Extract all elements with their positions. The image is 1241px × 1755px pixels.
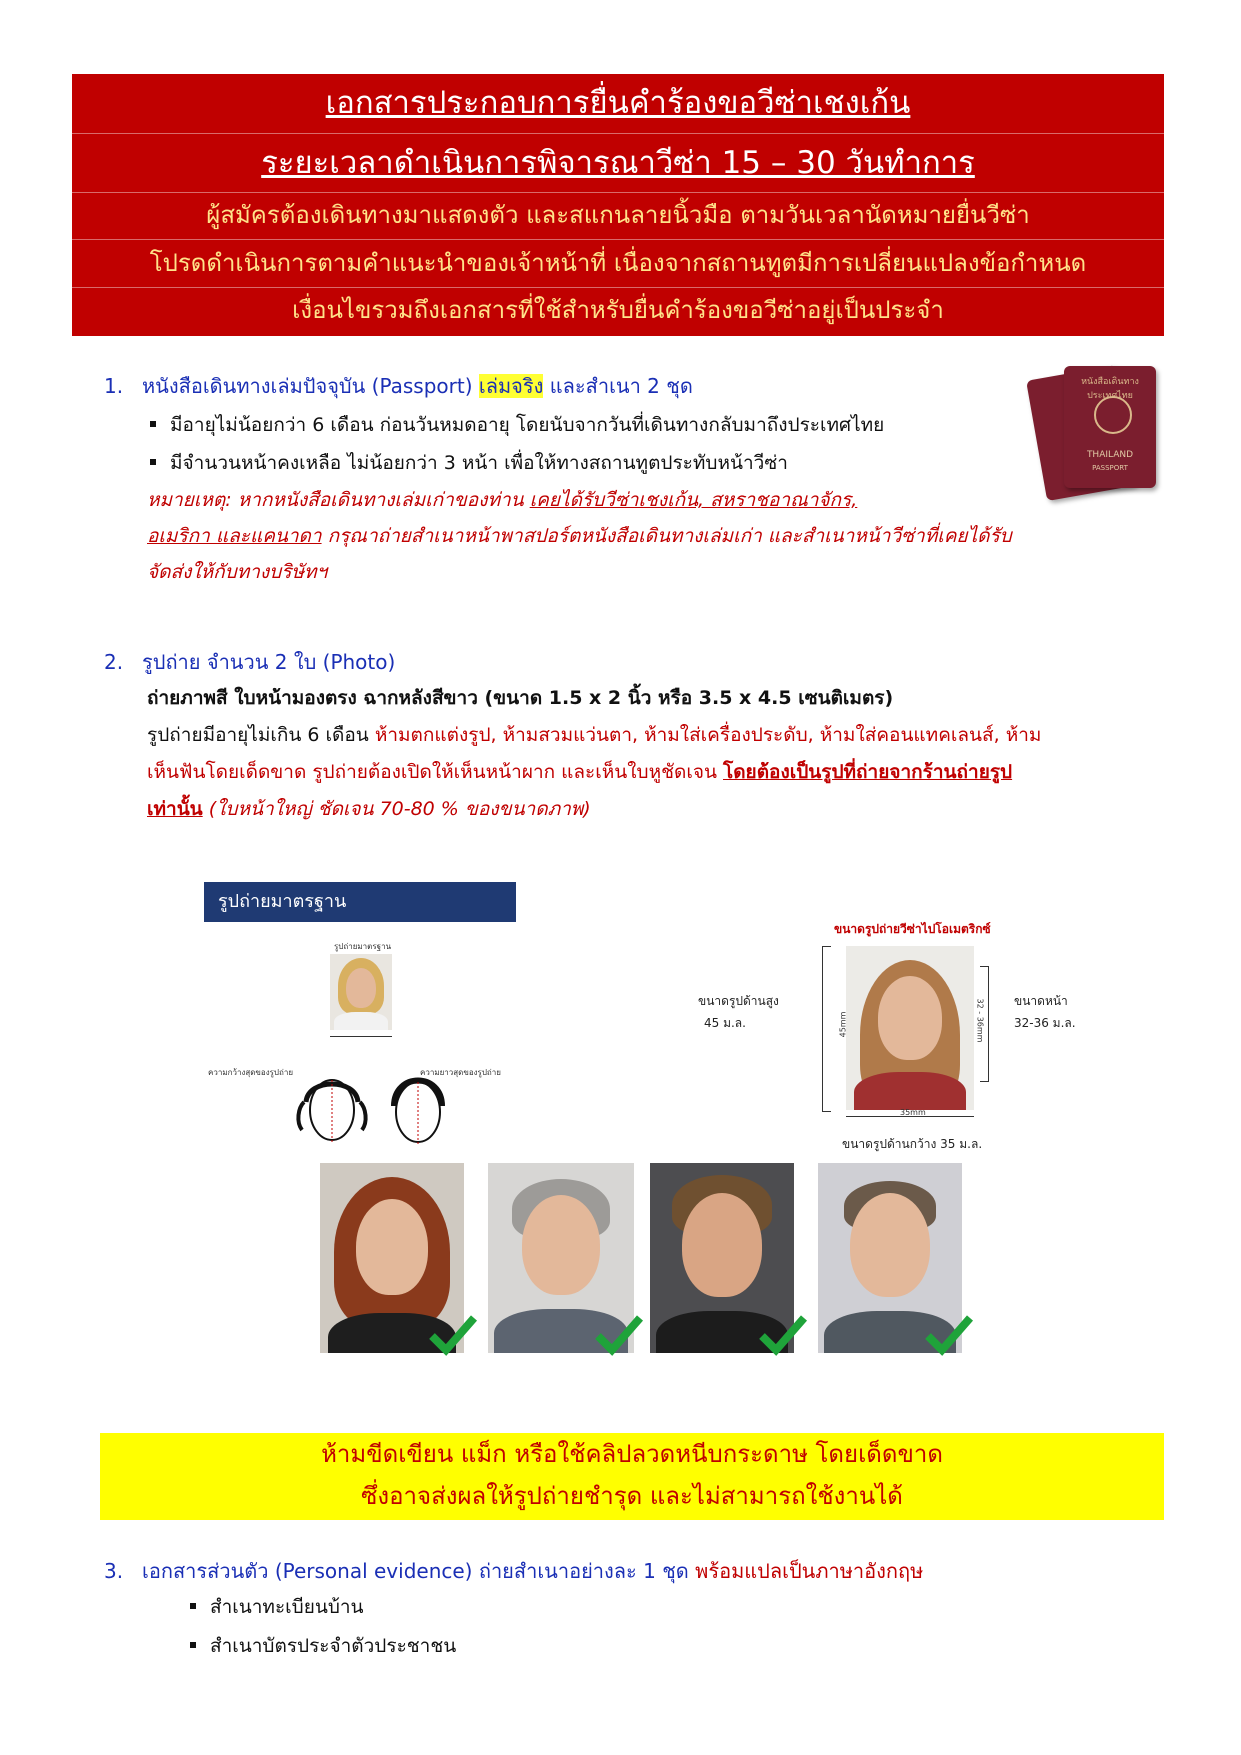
passport-label: PASSPORT [1092, 464, 1128, 472]
photo-shop-required: โดยต้องเป็นรูปที่ถ่ายจากร้านถ่ายรูป [723, 761, 1013, 783]
section-2-body [147, 680, 1167, 828]
dim-35mm: 35mm [900, 1108, 926, 1117]
photo-spec: ถ่ายภาพสี ใบหน้ามองตรง ฉากหลังสีขาว (ขนาด 1.5 x 2 นิ้ว หรือ 3.5 x 4.5 เซนติเมตร) [147, 687, 894, 709]
header-banner [72, 74, 1164, 336]
face-size-value: 32-36 ม.ล. [1014, 1016, 1076, 1030]
section-1-title: หนังสือเดินทางเล่มปัจจุบัน (Passport) [142, 374, 479, 398]
banner-note-2: โปรดดำเนินการตามคำแนะนำของเจ้าหน้าที่ เนื่องจากสถานทูตมีการเปลี่ยนแปลงข้อกำหนด [72, 239, 1164, 288]
height-value: 45 ม.ล. [704, 1016, 746, 1030]
photo-age-text: รูปถ่ายมีอายุไม่เกิน 6 เดือน [147, 724, 375, 746]
bullet-square-icon [190, 1642, 196, 1648]
outline-caption-right: ความยาวสุดของรูปถ่าย [420, 1068, 501, 1077]
small-photo-caption: รูปถ่ายมาตรฐาน [334, 942, 392, 951]
section-1-bullet [150, 410, 884, 440]
checkmark-icon [924, 1310, 974, 1358]
section-1-highlight: เล่มจริง [478, 374, 544, 398]
bullet-text: สำเนาบัตรประจำตัวประชาชน [210, 1635, 457, 1657]
dim-face: 32 - 36mm [975, 998, 985, 1043]
checkmark-icon [594, 1310, 644, 1358]
passport-country: THAILAND [1086, 450, 1134, 460]
photo-restrictions: เห็นฟันโดยเด็ดขาด รูปถ่ายต้องเปิดให้เห็นหน้าผาก และเห็นใบหูชัดเจน [147, 761, 724, 783]
dim-45mm: 45mm [838, 1011, 848, 1038]
section-3-number: 3. [104, 1559, 124, 1583]
biometric-title: ขนาดรูปถ่ายวีซ่าไปโอเมตริกซ์ [834, 922, 991, 936]
warning-line-2: ซึ่งอาจส่งผลให้รูปถ่ายชำรุด และไม่สามารถใช้งานได้ [361, 1482, 903, 1510]
bullet-square-icon [150, 421, 156, 427]
sample-photo-small [330, 954, 392, 1030]
section-2-heading [104, 646, 395, 678]
banner-note-3: เงื่อนไขรวมถึงเอกสารที่ใช้สำหรับยื่นคำร้องขอวีซ่าอยู่เป็นประจำ [292, 296, 944, 324]
note-underlined: เคยได้รับวีซ่าเชงเก้น, สหราชอาณาจักร, [529, 489, 858, 511]
biometric-sample-photo [846, 946, 974, 1110]
note-text: จัดส่งให้กับทางบริษัทฯ [147, 561, 328, 583]
passport-front [1064, 366, 1156, 488]
bullet-square-icon [150, 459, 156, 465]
section-2-number: 2. [104, 650, 124, 674]
face-size-label: ขนาดหน้า [1014, 994, 1068, 1008]
section-3-heading [104, 1555, 923, 1587]
warning-line-1: ห้ามขีดเขียน แม็ก หรือใช้คลิปลวดหนีบกระดาษ โดยเด็ดขาด [321, 1440, 943, 1468]
section-1-number: 1. [104, 374, 124, 398]
height-label: ขนาดรูปด้านสูง [698, 994, 779, 1008]
bullet-square-icon [190, 1603, 196, 1609]
note-text: หมายเหตุ: หากหนังสือเดินทางเล่มเก่าของท่าน [147, 489, 530, 511]
section-3-title: เอกสารส่วนตัว (Personal evidence) ถ่ายสำเนาอย่างละ 1 ชุด [142, 1559, 696, 1583]
face-size-note: (ใบหน้าใหญ่ ชัดเจน 70-80 % ของขนาดภาพ) [202, 798, 591, 820]
checkmark-icon [428, 1310, 478, 1358]
section-3-translate-note: พร้อมแปลเป็นภาษาอังกฤษ [695, 1559, 924, 1583]
bullet-text: มีอายุไม่น้อยกว่า 6 เดือน ก่อนวันหมดอายุ โดยนับจากวันที่เดินทางกลับมาถึงประเทศไทย [170, 414, 885, 436]
banner-title: เอกสารประกอบการยื่นคำร้องขอวีซ่าเชงเก้น [72, 74, 1164, 134]
face-outline-diagram [290, 1072, 470, 1152]
checkmark-icon [758, 1310, 808, 1358]
width-label: ขนาดรูปด้านกว้าง 35 ม.ล. [842, 1137, 983, 1151]
section-1-note [147, 482, 1167, 590]
bullet-text: มีจำนวนหน้าคงเหลือ ไม่น้อยกว่า 3 หน้า เพื่อให้ทางสถานทูตประทับหน้าวีซ่า [170, 452, 788, 474]
bullet-text: สำเนาทะเบียนบ้าน [210, 1596, 364, 1618]
section-1-bullet [150, 448, 788, 478]
outline-caption-left: ความกว้างสุดของรูปถ่าย [208, 1068, 293, 1077]
section-1-title-end: และสำเนา 2 ชุด [543, 374, 693, 398]
figure-title-bar: รูปถ่ายมาตรฐาน [204, 882, 516, 922]
note-underlined: อเมริกา และแคนาดา [147, 525, 322, 547]
note-text: กรุณาถ่ายสำเนาหน้าพาสปอร์ตหนังสือเดินทางเล่มเก่า และสำเนาหน้าวีซ่าที่เคยได้รับ [321, 525, 1012, 547]
banner-note-1: ผู้สมัครต้องเดินทางมาแสดงตัว และสแกนลายนิ้วมือ ตามวันเวลานัดหมายยื่นวีซ่า [72, 192, 1164, 240]
photo-restrictions: ห้ามตกแต่งรูป, ห้ามสวมแว่นตา, ห้ามใส่เครื่องประดับ, ห้ามใส่คอนแทคเลนส์, ห้าม [374, 724, 1042, 746]
section-2-title: รูปถ่าย จำนวน 2 ใบ (Photo) [142, 650, 396, 674]
section-3-bullet [190, 1631, 456, 1661]
garuda-emblem-icon [1094, 396, 1132, 434]
passport-title: หนังสือเดินทาง ประเทศไทย [1081, 377, 1139, 401]
section-1-heading [104, 370, 693, 402]
photo-shop-required: เท่านั้น [147, 798, 203, 820]
warning-box [100, 1433, 1164, 1520]
banner-processing-time: ระยะเวลาดำเนินการพิจารณาวีซ่า 15 – 30 วันทำการ [72, 133, 1164, 193]
section-3-bullet [190, 1592, 364, 1622]
